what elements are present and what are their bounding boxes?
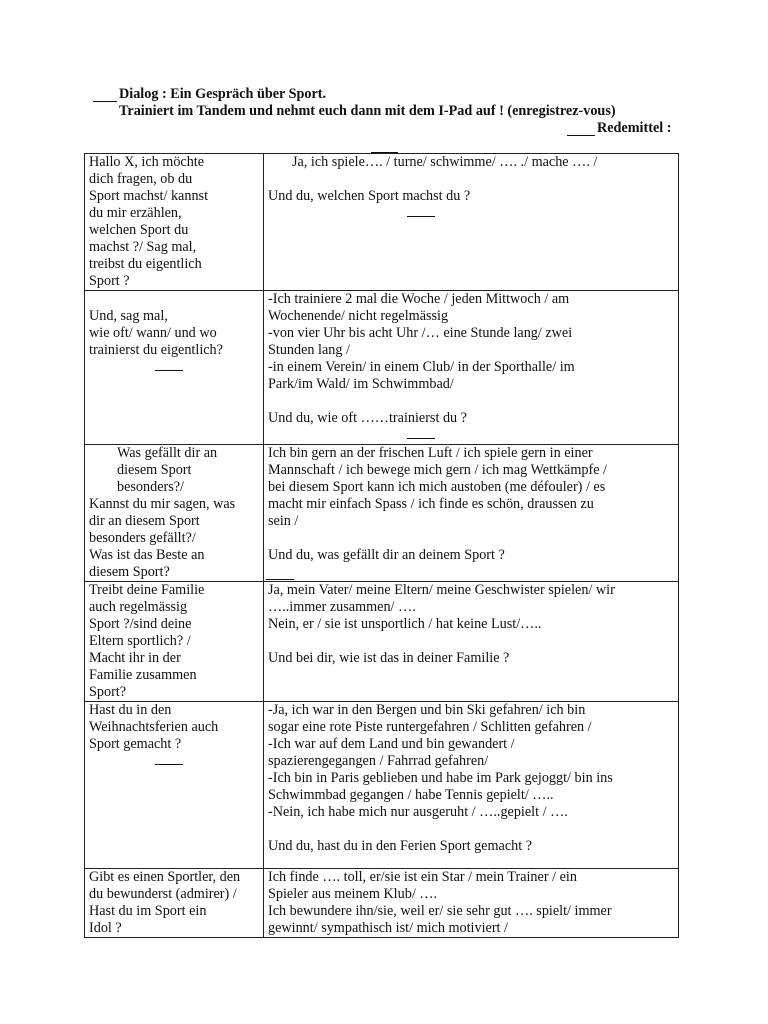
answer-line: spazierengegangen / Fahrrad gefahren/ — [268, 753, 489, 769]
page-title: Dialog : Ein Gespräch über Sport. — [119, 86, 327, 102]
instruction-text: Trainiert im Tandem und nehmt euch dann mit dem I-Pad auf ! (enregistrez-vous) — [119, 103, 616, 119]
question-line: Idol ? — [89, 920, 122, 936]
question-line: Was ist das Beste an — [89, 547, 205, 563]
answer-line: -Ja, ich war in den Bergen und bin Ski gefahren/ ich bin — [268, 702, 586, 718]
answer-line: Stunden lang / — [268, 342, 350, 358]
answer-line: -Ich bin in Paris geblieben und habe im Park gejoggt/ bin ins — [268, 770, 613, 786]
question-line: treibst du eigentlich — [89, 256, 202, 272]
answer-line: sein / — [268, 513, 299, 529]
question-line: Kannst du mir sagen, was — [89, 496, 236, 512]
answer-line: macht mir einfach Spass / ich finde es schön, draussen zu — [268, 496, 594, 512]
question-line: welchen Sport du — [89, 222, 189, 238]
question-line: du bewunderst (admirer) / — [89, 886, 237, 902]
question-line: Familie zusammen — [89, 667, 197, 683]
blank-line — [266, 579, 294, 580]
blank-line — [268, 427, 674, 444]
question-cell — [85, 445, 264, 582]
table-row — [85, 582, 679, 702]
table-row — [85, 154, 679, 291]
answer-line: gewinnt/ sympathisch ist/ mich motiviert / — [268, 920, 508, 936]
dialog-table — [84, 153, 679, 938]
question-line: Sport ?/sind deine — [89, 616, 192, 632]
answer-line: Und du, hast du in den Ferien Sport gemacht ? — [268, 838, 532, 854]
question-cell — [85, 154, 264, 291]
answer-line: Spieler aus meinem Klub/ …. — [268, 886, 438, 902]
answer-line: sogar eine rote Piste runtergefahren / Schlitten gefahren / — [268, 719, 592, 735]
question-line: Was gefällt dir an — [117, 445, 218, 461]
question-line: Sport gemacht ? — [89, 736, 182, 752]
answer-line: Mannschaft / ich bewege mich gern / ich mag Wettkämpfe / — [268, 462, 607, 478]
table-row — [85, 702, 679, 869]
answer-cell — [264, 582, 679, 702]
table-row — [85, 291, 679, 445]
question-line: dir an diesem Sport — [89, 513, 200, 529]
blank-line — [89, 359, 259, 376]
answer-cell — [264, 445, 679, 582]
redemittel-blank-line — [567, 135, 595, 136]
question-cell — [85, 582, 264, 702]
table-row — [85, 869, 679, 938]
answer-line: Ich bewundere ihn/sie, weil er/ sie sehr gut …. spielt/ immer — [268, 903, 612, 919]
answer-line: …..immer zusammen/ …. — [268, 599, 416, 615]
question-cell — [85, 869, 264, 938]
question-line: besonders gefällt?/ — [89, 530, 196, 546]
question-line: diesem Sport? — [89, 564, 170, 580]
answer-line: Ja, mein Vater/ meine Eltern/ meine Geschwister spielen/ wir — [268, 582, 615, 598]
question-line: Sport ? — [89, 273, 130, 289]
question-line: Sport? — [89, 684, 127, 700]
answer-line: Und du, was gefällt dir an deinem Sport ? — [268, 547, 505, 563]
title-blank-line — [93, 101, 117, 102]
question-line: Hast du in den — [89, 702, 172, 718]
blank-line — [268, 205, 674, 222]
answer-line: -Nein, ich habe mich nur ausgeruht / …..gepielt / …. — [268, 804, 568, 820]
question-line: wie oft/ wann/ und wo — [89, 325, 217, 341]
answer-line: Und bei dir, wie ist das in deiner Familie ? — [268, 650, 510, 666]
question-line: auch regelmässig — [89, 599, 188, 615]
answer-line: -von vier Uhr bis acht Uhr /… eine Stunde lang/ zwei — [268, 325, 573, 341]
question-line: Weihnachtsferien auch — [89, 719, 219, 735]
answer-line: Park/im Wald/ im Schwimmbad/ — [268, 376, 454, 392]
answer-line: -in einem Verein/ in einem Club/ in der Sporthalle/ im — [268, 359, 575, 375]
question-line: Und, sag mal, — [89, 308, 168, 324]
question-line: Hallo X, ich möchte — [89, 154, 205, 170]
question-line: Eltern sportlich? / — [89, 633, 191, 649]
question-line: Macht ihr in der — [89, 650, 181, 666]
blank-line — [89, 753, 259, 770]
answer-line: Ich finde …. toll, er/sie ist ein Star / mein Trainer / ein — [268, 869, 577, 885]
redemittel-label: Redemittel : — [597, 120, 672, 136]
answer-line: Nein, er / sie ist unsportlich / hat keine Lust/….. — [268, 616, 542, 632]
question-line: besonders?/ — [117, 479, 184, 495]
question-line: Gibt es einen Sportler, den — [89, 869, 241, 885]
answer-line: Ja, ich spiele…. / turne/ schwimme/ …. ./ mache …. / — [292, 154, 598, 170]
question-line: Sport machst/ kannst — [89, 188, 209, 204]
question-line: Hast du im Sport ein — [89, 903, 207, 919]
question-line: diesem Sport — [117, 462, 192, 478]
answer-line: bei diesem Sport kann ich mich austoben (me défouler) / es — [268, 479, 606, 495]
answer-line: Schwimmbad gegangen / habe Tennis gepielt/ ….. — [268, 787, 554, 803]
answer-cell — [264, 702, 679, 869]
question-cell — [85, 702, 264, 869]
question-line: Treibt deine Familie — [89, 582, 205, 598]
answer-cell — [264, 869, 679, 938]
answer-cell — [264, 291, 679, 445]
answer-line: Wochenende/ nicht regelmässig — [268, 308, 449, 324]
answer-cell — [264, 154, 679, 291]
answer-line: Ich bin gern an der frischen Luft / ich spiele gern in einer — [268, 445, 593, 461]
question-line: trainierst du eigentlich? — [89, 342, 223, 358]
answer-line: Und du, wie oft ……trainierst du ? — [268, 410, 467, 426]
question-cell — [85, 291, 264, 445]
question-line: du mir erzählen, — [89, 205, 182, 221]
table-row — [85, 445, 679, 582]
question-line: dich fragen, ob du — [89, 171, 193, 187]
question-line: machst ?/ Sag mal, — [89, 239, 197, 255]
answer-line: Und du, welchen Sport machst du ? — [268, 188, 471, 204]
answer-line: -Ich war auf dem Land und bin gewandert / — [268, 736, 515, 752]
answer-line: -Ich trainiere 2 mal die Woche / jeden Mittwoch / am — [268, 291, 570, 307]
